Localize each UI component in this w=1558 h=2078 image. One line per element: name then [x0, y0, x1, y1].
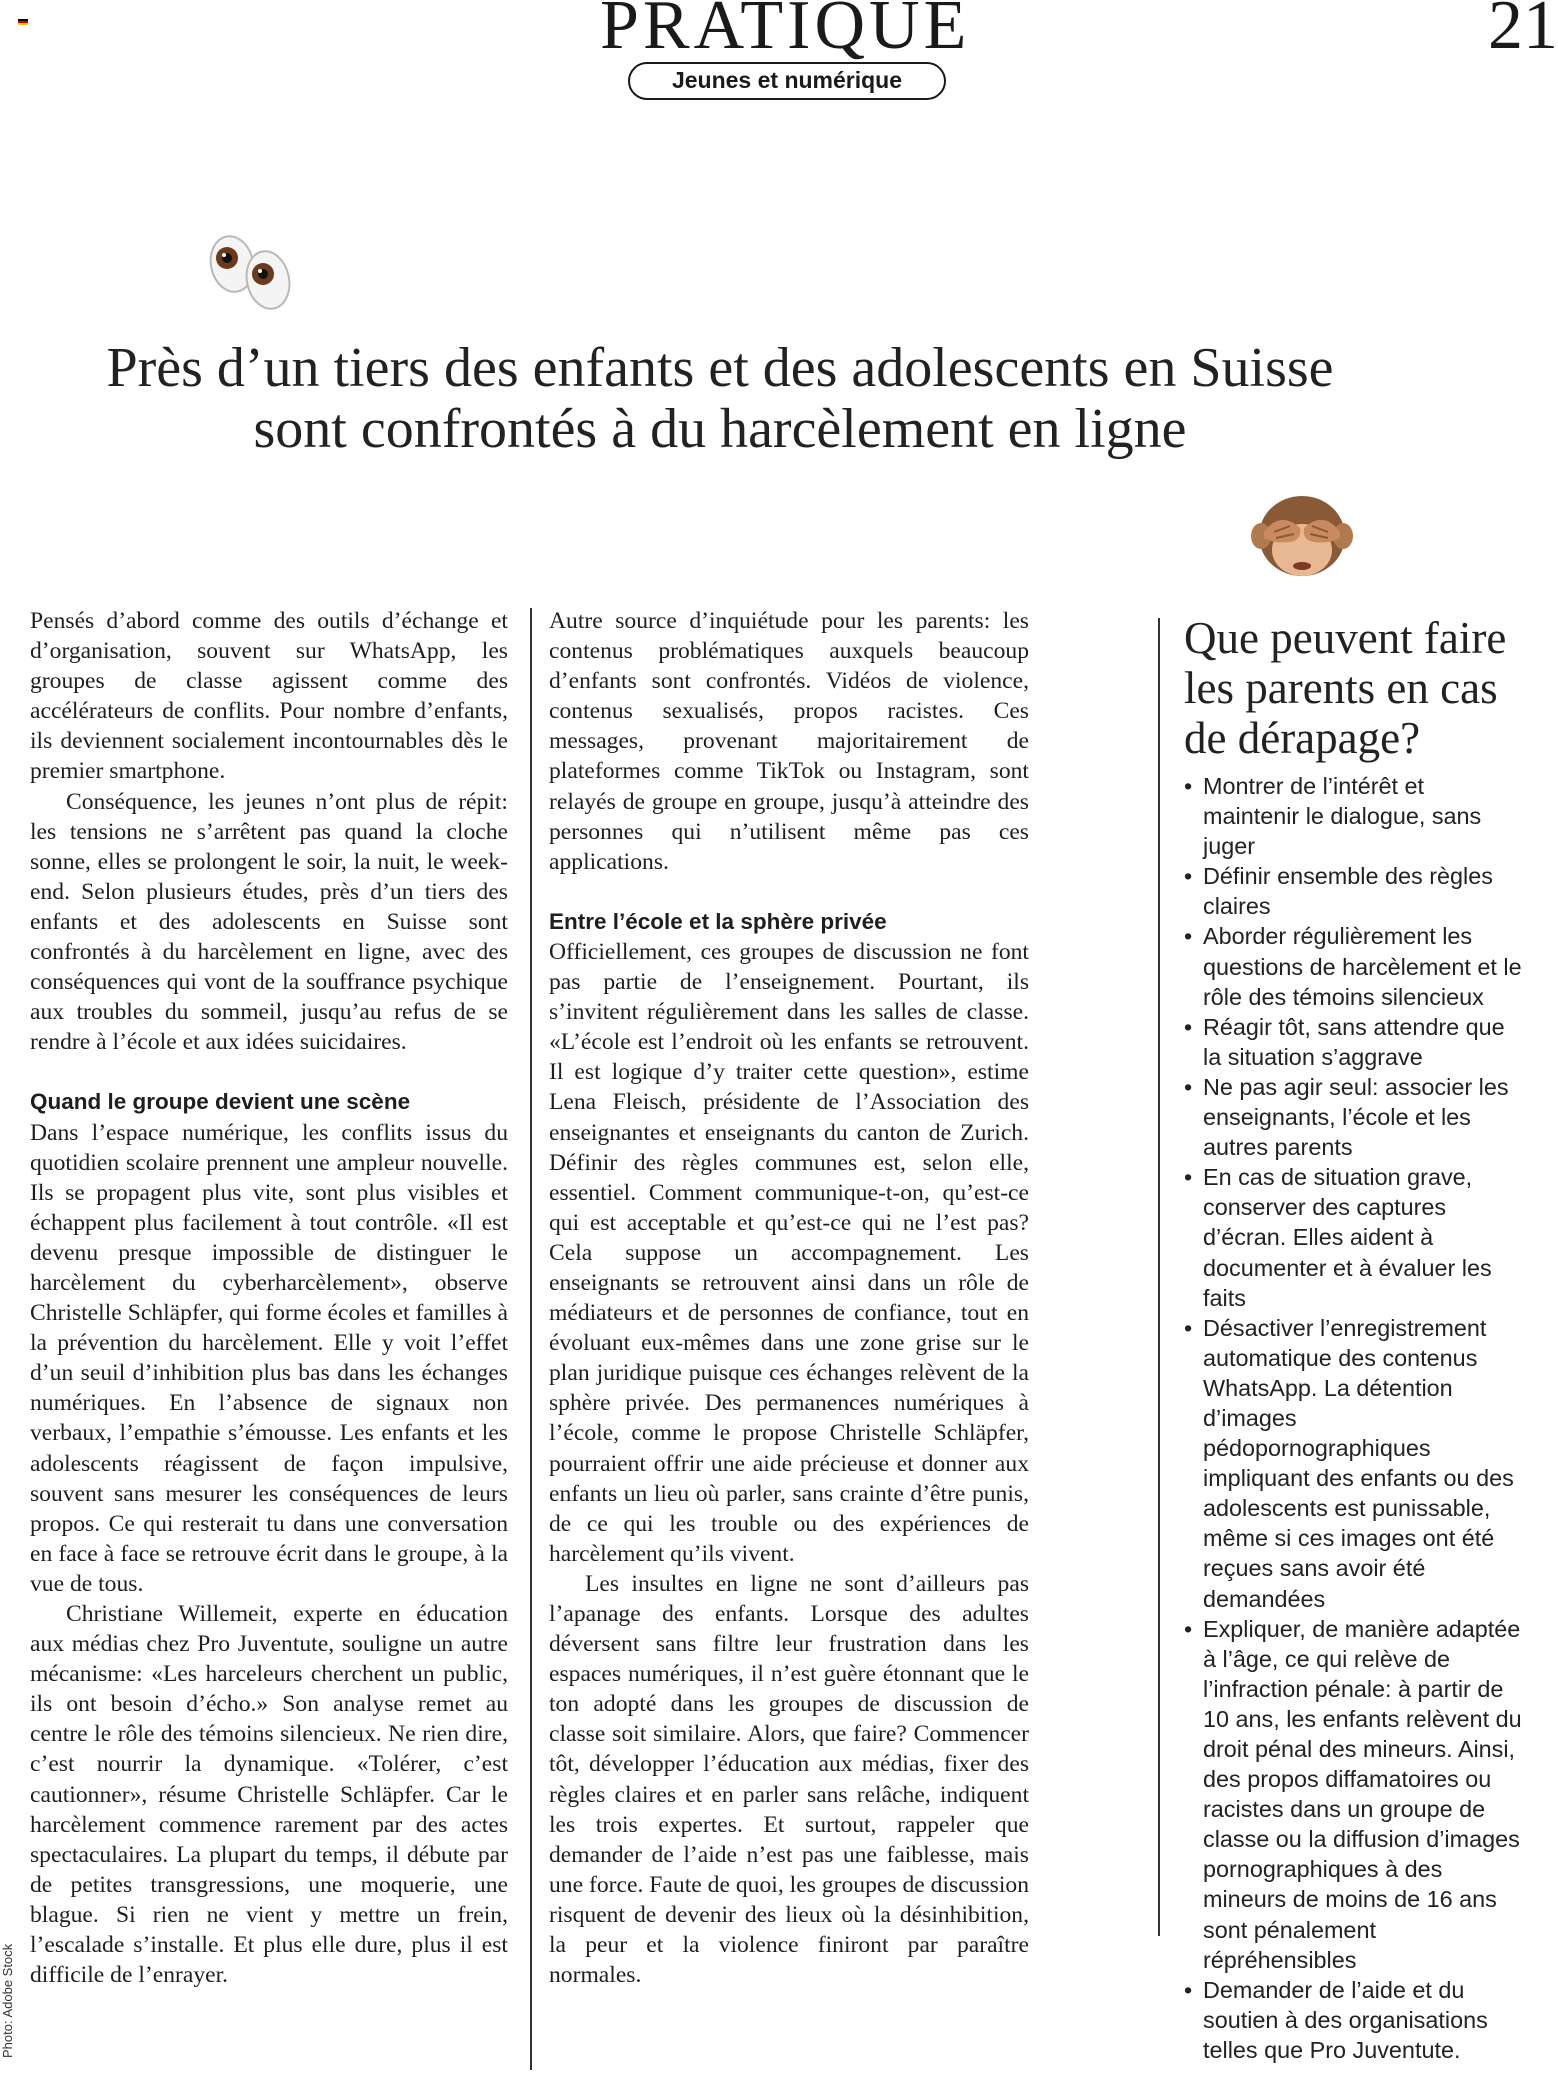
paragraph: Officiellement, ces groupes de discussion ne font pas partie de l’enseignement. Pourtant, ils s’invitent régulièrement dans les salles de classe. «L’école est l’endroit où les enfants se retrouvent. Il est logique d’y traiter cette question», estime Lena Fleisch, présidente de l’Association des enseignantes et enseignants du canton de Zurich. Définir des règles communes est, selon elle, essentiel. Comment communique-t-on, qu’est-ce qui est acceptable et qu’est-ce qui ne l’est pas? Cela suppose un accompagnement. Les enseignants se retrouvent ainsi dans un rôle de médiateurs et de personnes de confiance, tout en évoluant eux-mêmes dans une zone grise sur le plan juridique puisque ces échanges relèvent de la sphère privée. Des permanences numériques à l’école, comme le propose Christelle Schläpfer, pourraient offrir une aide précieuse et donner aux enfants un lieu où parler, sans crainte d’être punis, de ce qui les trouble ou des expériences de harcèlement qu’ils vivent.: [549, 938, 1029, 1567]
headline: Près d’un tiers des enfants et des adolescents en Suisse sont confrontés à du harcèlement en ligne: [106, 337, 1334, 460]
rubric-label: Jeunes et numérique: [628, 62, 946, 100]
paragraph: Conséquence, les jeunes n’ont plus de répit: les tensions ne s’arrêtent pas quand la cloche sonne, elles se prolongent le soir, la nuit, le week-end. Selon plusieurs études, près d’un tiers des enfants et des adolescents en Suisse sont confrontés à du harcèlement en ligne, avec des conséquences qui vont de la souffrance psychique aux troubles du sommeil, jusqu’au refus de se rendre à l’école et aux idées suicidaires.: [30, 788, 508, 1056]
paragraph: Christiane Willemeit, experte en éducation aux médias chez Pro Juventute, souligne un autre mécanisme: «Les harceleurs cherchent un public, ils ont besoin d’écho.» Son analyse remet au centre le rôle des témoins silencieux. Ne rien dire, c’est nourrir la dynamique. «Tolérer, c’est cautionner», résume Christelle Schläpfer. Car le harcèlement commence rarement par des actes spectaculaires. La plupart du temps, il débute par de petites transgressions, une moquerie, une blague. Si rien ne vient y mettre un frein, l’escalade s’installe. Et plus elle dure, plus il est difficile de l’enrayer.: [30, 1601, 508, 1989]
paragraph: Dans l’espace numérique, les conflits issus du quotidien scolaire prennent une ampleur nouvelle. Ils se propagent plus vite, sont plus visibles et échappent plus facilement à tout contrôle. «Il est devenu presque impossible de distinguer le harcèlement du cyberharcèlement», observe Christelle Schläpfer, qui forme écoles et familles à la prévention du harcèlement. Elle y voit l’effet d’un seuil d’inhibition plus bas dans les échanges numériques. En l’absence de signaux non verbaux, l’empathie s’émousse. Les enfants et les adolescents réagissent de façon impulsive, souvent sans mesurer les conséquences de leurs propos. Ce qui resterait tu dans une conversation en face à face se retrouve écrit dans le groupe, à la vue de tous.: [30, 1119, 508, 1597]
subheading: Entre l’école et la sphère privée: [549, 908, 887, 934]
sidebar-title: Que peuvent faire les parents en cas de dérapage?: [1184, 613, 1507, 763]
article-column-2: [549, 606, 1029, 1990]
paragraph: Les insultes en ligne ne sont d’ailleurs pas l’apanage des enfants. Lorsque des adultes déversent sans filtre leur frustration dans les espaces numériques, il n’est guère étonnant que le ton adopté dans les groupes de discussion de classe soit similaire. Alors, que faire? Commencer tôt, développer l’éducation aux médias, fixer des règles claires et en parler sans relâche, indiquent les trois expertes. Et surtout, rappeler que demander de l’aide n’est pas une faiblesse, mais une force. Faute de quoi, les groupes de discussion risquent de devenir des lieux où la désinhibition, la peur et la violence finiront par paraître normales.: [549, 1570, 1029, 1989]
section-title: PRATIQUE: [600, 0, 971, 64]
tips-list: [1184, 771, 1524, 2065]
sidebar-divider: [1158, 618, 1160, 1936]
subheading: Quand le groupe devient une scène: [30, 1089, 411, 1115]
eyes-emoji-icon: [205, 232, 301, 314]
photo-credit: Photo: Adobe Stock: [0, 1943, 15, 2058]
list-item: • Définir ensemble des règles claires: [1184, 861, 1524, 921]
list-item: • Expliquer, de manière adaptée à l’âge, ce qui relève de l’infraction pénale: à partir de 10 ans, les enfants relèvent du droit pénal des mineurs. Ainsi, des propos diffamatoires ou racistes dans un groupe de classe ou la diffusion d’images pornographiques à des mineurs de moins de 16 ans sont pénalement répréhensibles: [1184, 1614, 1524, 1975]
list-item: • En cas de situation grave, conserver des captures d’écran. Elles aident à documenter et à évaluer les faits: [1184, 1162, 1524, 1312]
article-column-1: [30, 606, 508, 1990]
list-item: • Réagir tôt, sans attendre que la situation s’aggrave: [1184, 1012, 1524, 1072]
list-item: • Aborder régulièrement les questions de harcèlement et le rôle des témoins silencieux: [1184, 921, 1524, 1011]
list-item: • Montrer de l’intérêt et maintenir le dialogue, sans juger: [1184, 771, 1524, 861]
paragraph: Pensés d’abord comme des outils d’échange et d’organisation, souvent sur WhatsApp, les groupes de classe agissent comme des accélérateurs de conflits. Pour nombre d’enfants, ils deviennent socialement incontournables dès le premier smartphone.: [30, 608, 508, 785]
see-no-evil-monkey-icon: [1250, 488, 1354, 584]
paragraph: Autre source d’inquiétude pour les parents: les contenus problématiques auxquels beaucoup d’enfants sont confrontés. Vidéos de violence, contenus sexualisés, propos racistes. Ces messages, provenant majoritairement de plateformes comme TikTok ou Instagram, sont relayés de groupe en groupe, jusqu’à atteindre des personnes qui n’utilisent même pas ces applications.: [549, 608, 1029, 875]
page-number: 21: [1488, 0, 1558, 64]
sidebar-box: [1184, 613, 1524, 2065]
list-item: • Ne pas agir seul: associer les enseignants, l’école et les autres parents: [1184, 1072, 1524, 1162]
list-item: • Demander de l’aide et du soutien à des organisations telles que Pro Juventute.: [1184, 1975, 1524, 2065]
column-divider: [530, 608, 532, 2070]
flag-icon: [18, 19, 28, 27]
list-item: • Désactiver l’enregistrement automatique des contenus WhatsApp. La détention d’images pédopornographiques impliquant des enfants ou des adolescents est punissable, même si ces images ont été reçues sans avoir été demandées: [1184, 1313, 1524, 1614]
